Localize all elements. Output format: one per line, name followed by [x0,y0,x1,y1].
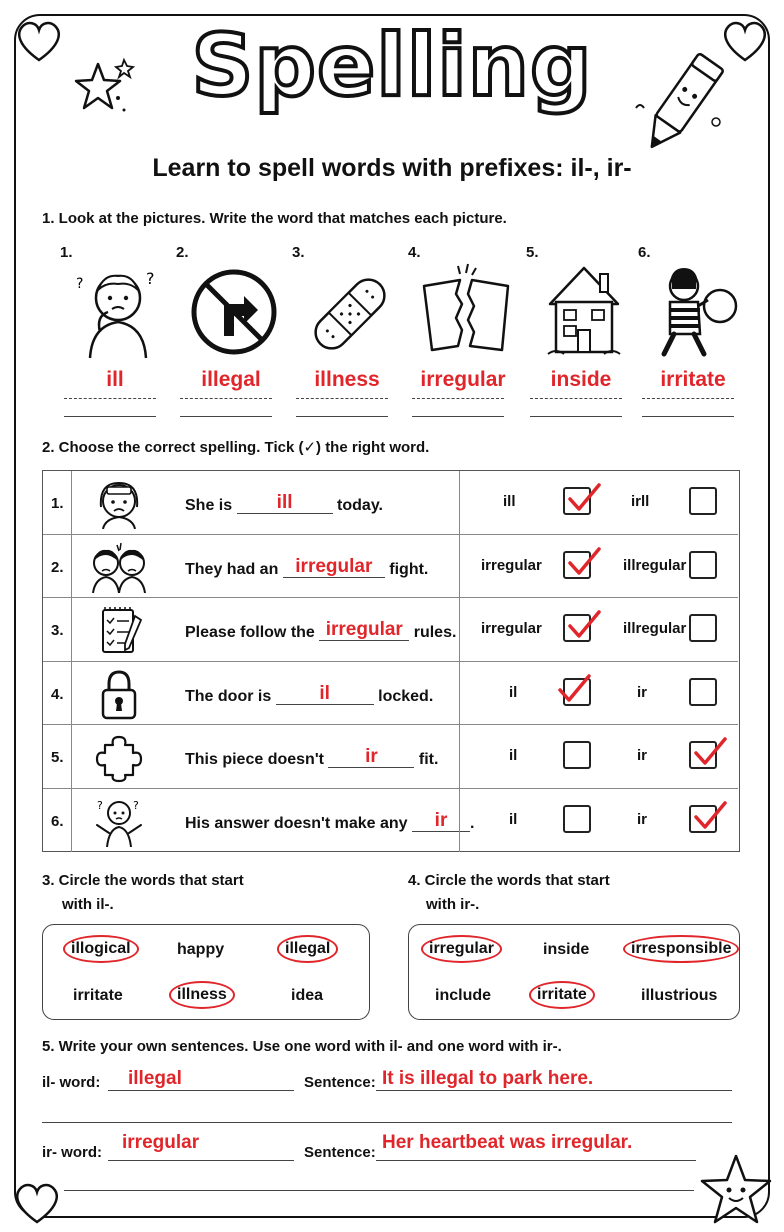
answer-blank[interactable]: ir [328,747,414,768]
option-1-checkbox[interactable] [563,551,591,579]
word[interactable]: illustrious [641,987,718,1004]
writing-line [412,416,504,417]
il-word-box [42,924,370,1020]
dashed-line [180,398,272,399]
writing-line [376,1160,696,1161]
writing-line [108,1090,294,1091]
row-number: 6. [51,812,64,830]
check-mark-icon [693,735,729,771]
option-1-label: irregular [481,556,542,574]
sentence [185,493,383,515]
sentence [185,684,433,706]
picture-answer: ill [106,368,124,391]
question-4-heading: 4. Circle the words that start [408,872,610,889]
option-1-label: il [509,810,518,828]
sentence-end: fight. [389,560,429,578]
item-number: 3. [292,244,305,261]
option-1-checkbox[interactable] [563,487,591,515]
picture-item [408,244,518,424]
dashed-line [64,398,156,399]
checklist-icon [89,604,149,656]
sentence-start: The door is [185,687,272,705]
svg-text:?: ? [76,276,84,292]
option-2-checkbox[interactable] [689,551,717,579]
no-right-turn-sign-icon [186,260,282,360]
writing-line [64,416,156,417]
table-row [43,789,738,853]
dashed-line [530,398,622,399]
option-1-checkbox[interactable] [563,678,591,706]
picture-answer: illness [314,368,380,391]
robber-icon [648,260,744,360]
word-circled[interactable]: illogical [63,935,139,963]
check-mark-icon [557,672,593,708]
word[interactable]: irritate [73,987,123,1004]
confused-boy-icon [89,795,149,847]
sentence-start: They had an [185,560,279,578]
sentence [185,620,456,642]
table-row [43,598,738,662]
svg-text:?: ? [97,798,103,812]
il-sentence-answer[interactable]: It is illegal to park here. [382,1068,594,1089]
dashed-line [296,398,388,399]
sentence-end: today. [337,497,383,514]
option-1-label: irregular [481,620,542,637]
sentence-start: This piece doesn't [185,751,324,768]
check-mark-icon [567,481,603,517]
sentence [185,747,438,769]
il-word-label: il- word: [42,1074,101,1091]
question-2-heading: 2. Choose the correct spelling. Tick (✓) the right word. [42,439,430,456]
option-1-checkbox[interactable] [563,741,591,769]
table-row [43,535,738,599]
item-number: 1. [60,244,73,261]
option-1-label: il [509,747,518,764]
ir-sentence-label: Sentence: [304,1144,376,1161]
writing-line [180,416,272,417]
answer-blank[interactable]: ir [412,811,470,832]
padlock-icon [89,668,149,720]
sentence-end: locked. [378,687,434,705]
option-1-checkbox[interactable] [563,614,591,642]
dashed-line [642,398,734,399]
word[interactable]: include [435,987,492,1004]
word[interactable]: idea [291,987,324,1004]
question-5-heading: 5. Write your own sentences. Use one word with il- and one word with ir-. [42,1038,562,1055]
picture-answer: irritate [660,368,726,391]
word-circled[interactable]: illness [169,981,235,1009]
il-sentence-label: Sentence: [304,1074,376,1091]
writing-line [530,416,622,417]
house-icon [536,260,632,360]
row-number: 4. [51,685,64,703]
sick-child-icon [70,260,166,360]
option-2-checkbox[interactable] [689,487,717,515]
sentence-start: His answer doesn't make any [185,814,408,832]
ir-word-answer[interactable]: irregular [122,1132,200,1153]
ir-word-label: ir- word: [42,1144,102,1161]
writing-line [42,1122,732,1123]
worksheet-title: Spelling [191,16,593,116]
writing-line [296,416,388,417]
table-row [43,471,738,535]
spelling-choice-table [42,470,740,852]
bandage-icon [302,260,398,360]
row-number: 3. [51,622,64,639]
row-number: 1. [51,495,64,512]
sentence-end: fit. [418,751,439,768]
option-2-label: ir [637,810,648,828]
il-word-answer[interactable]: illegal [128,1068,182,1089]
item-number: 6. [638,244,651,261]
answer-blank[interactable]: irregular [319,620,409,641]
table-row [43,662,738,726]
sentence-end: rules. [413,624,457,641]
option-2-checkbox[interactable] [689,805,717,833]
picture-item [176,244,286,424]
picture-answer: irregular [420,368,506,391]
dashed-line [412,398,504,399]
word-circled[interactable]: irregular [421,935,502,963]
arguing-boys-icon [89,541,149,593]
sentence-start: She is [185,497,233,514]
row-number: 2. [51,558,64,576]
answer-blank[interactable]: il [276,684,374,705]
svg-text:?: ? [133,798,139,812]
option-2-label: ir [637,683,648,701]
sentence [185,557,428,579]
option-2-label: ir [637,747,648,764]
option-1-checkbox[interactable] [563,805,591,833]
question-1-heading: 1. Look at the pictures. Write the word that matches each picture. [42,210,507,227]
row-number: 5. [51,749,64,766]
writing-line [64,1190,694,1191]
check-mark-icon [693,799,729,835]
option-1-label: ill [503,493,516,510]
torn-paper-icon [418,260,514,360]
sentence [185,811,474,833]
writing-line [642,416,734,417]
option-2-checkbox[interactable] [689,614,717,642]
check-mark-icon [567,608,603,644]
option-2-label: illregular [623,620,687,637]
option-2-label: irll [631,493,650,510]
heart-icon [12,1180,62,1226]
option-1-label: il [509,683,518,701]
ir-sentence-answer[interactable]: Her heartbeat was irregular. [382,1132,633,1153]
writing-line [108,1160,294,1161]
word[interactable]: inside [543,941,590,958]
picture-item [526,244,636,424]
question-3-heading-line2: with il-. [62,896,114,913]
picture-answer: illegal [201,368,261,391]
writing-line [376,1090,732,1091]
picture-item [60,244,170,424]
question-3-heading: 3. Circle the words that start [42,872,244,889]
table-row [43,725,738,789]
item-number: 2. [176,244,189,261]
answer-blank[interactable]: ill [237,493,333,514]
check-mark-icon [567,545,603,581]
word-circled[interactable]: illegal [277,935,338,963]
picture-item [292,244,402,424]
answer-blank[interactable]: irregular [283,557,385,578]
item-number: 4. [408,244,421,261]
ir-word-box [408,924,740,1020]
sick-girl-icon [89,477,149,529]
word-circled[interactable]: irritate [529,981,595,1009]
picture-item [638,244,748,424]
option-2-checkbox[interactable] [689,678,717,706]
puzzle-piece-icon [89,731,149,783]
worksheet-subtitle: Learn to spell words with prefixes: il-, ir- [152,154,632,182]
word[interactable]: happy [177,941,225,958]
sentence-end: . [470,814,475,832]
question-4-heading-line2: with ir-. [426,896,480,913]
option-2-checkbox[interactable] [689,741,717,769]
smiling-star-icon [698,1152,774,1228]
svg-text:?: ? [146,269,155,288]
picture-answer: inside [550,368,612,391]
word-circled[interactable]: irresponsible [623,935,739,963]
sentence-start: Please follow the [185,624,315,641]
item-number: 5. [526,244,539,261]
option-2-label: illregular [623,556,687,574]
